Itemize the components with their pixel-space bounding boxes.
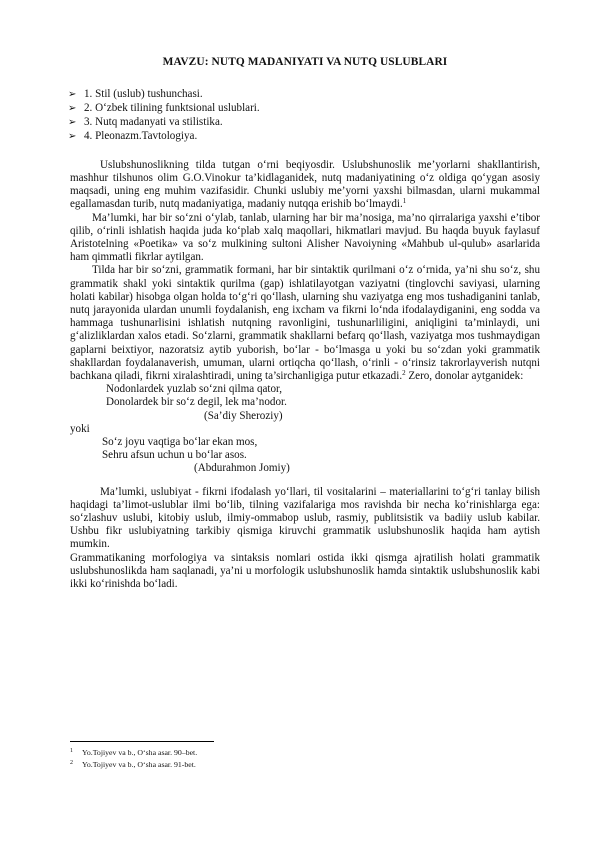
paragraph-text: Zero, donolar aytganidek:: [405, 370, 524, 383]
footnote-ref[interactable]: 1: [402, 197, 407, 206]
topic-item: [68, 116, 540, 130]
footnote-ref[interactable]: 2: [402, 369, 406, 378]
spacer: [70, 476, 540, 486]
arrow-bullet-icon: ➢: [68, 89, 77, 101]
document-body: [70, 56, 540, 591]
paragraph: Ma’lumki, uslubiyat - fikrni ifodalash yo‘llari, til vositalarini – materiallarini to‘g‘ri tanlay bilish haqidagi ta’limot-uslublar ilmi bo‘lib, tilning vazifalariga mos ravishda bir necha ko‘rinishlarga ega: so‘zlashuv uslubi, kitobiy uslub, ilmiy-ommabop uslub, rasmiy, publitsistik va badiiy uslub kabilar. Ushbu fikr uslubiyatning tarkibiy qismiga kiruvchi grammatik uslubshunoslik haqida ham aytish mumkin.: [70, 485, 540, 551]
page-title: MAVZU: NUTQ MADANIYATI VA NUTQ USLUBLARI: [162, 56, 448, 68]
arrow-bullet-icon: ➢: [68, 103, 77, 115]
verse-author: (Abdurahmon Jomiy): [194, 462, 290, 475]
arrow-bullet-icon: ➢: [68, 130, 77, 142]
topic-text: 2. O‘zbek tilining funktsional uslublari.: [84, 102, 260, 115]
verse-line: Nodonlardek yuzlab so‘zni qilma qator,: [106, 383, 283, 396]
verse-quote: [70, 436, 540, 476]
topic-list: [68, 88, 540, 144]
footnote-text: Yo.Tojiyev va b., O‘sha asar. 90–bet.: [82, 748, 198, 757]
footnote: [70, 747, 540, 759]
verse-author: (Sa’diy Sheroziy): [204, 409, 283, 422]
topic-item: [68, 130, 540, 144]
arrow-bullet-icon: ➢: [68, 116, 77, 128]
topic-text: 3. Nutq madanyati va stilistika.: [84, 115, 223, 128]
verse-line: Sehru afsun uchun u bo‘lar asos.: [102, 449, 247, 462]
paragraph: Ma’lumki, har bir so‘zni o‘ylab, tanlab, ularning har bir ma’nosiga, ma’no qirralariga yaxshi e’tibor qilib, o‘rinli ishlatish haqida juda ko‘plab xalq maqollari, hikmatlari mavjud. Bu haqda buyuk faylasuf Aristotelning «Poetika» va so‘z mulkining sultoni Alisher Navoiyning «Mahbub ul-qulub» asarlarida ham qimmatli fikrlar aytilgan.: [70, 211, 540, 264]
footnote-number: 1: [70, 748, 73, 754]
topic-item: [68, 102, 540, 116]
topic-item: [68, 88, 540, 102]
footnote-number: 2: [70, 760, 73, 766]
footnote-divider: [70, 741, 214, 742]
footnote: [70, 759, 540, 771]
paragraph-text: Uslubshunoslikning tilda tutgan o‘rni beqiyosdir. Uslubshunoslik me’yorlarni shakllantirish, mashhur tilshunos olim G.O.Vinokur ta’kidlaganidek, nutq madaniyatining o‘z oldiga qo‘ygan asosiy maqsadi, uning eng muhim vazifasidir. Chunki uslubiy me’yorni yaxshi bilmasdan, ularni mukammal egallamasdan turib, nutq madaniyatiga, madaniy nutqqa erishib bo‘lmaydi.: [70, 158, 540, 211]
connector-text: yoki: [70, 422, 90, 435]
topic-text: 4. Pleonazm.Tavtologiya.: [84, 129, 198, 142]
paragraph-text: Tilda har bir so‘zni, grammatik formani, har bir sintaktik qurilmani o‘z o‘rnida, ya’ni shu so‘z, shu grammatik shakl yoki sintaktik qurilma (gap) ishlatilayotgan vaziyatni (tinglovchi saviyasi, ularning holati kabilar) hisobga olgan holda to‘g‘ri qo‘llash, ularning shu vaziyatga eng mos tushadiganini tanlab, nutq jarayonida ulardan unumli foydalanish, eng ixcham va fikrni lo‘nda ifodalaydiganini, eng sodda va hammaga tushunarlisini ishlatish nutqning ravonligini, tushunarliligini, aniqligini ta’minlaydi, uni g‘alizliklardan xalos etadi. So‘zlarni, grammatik shakllarni befarq qo‘llash, vaziyatga mos tushmaydigan gaplarni beixtiyor, nazoratsiz aytib yuborish, bo‘lar - bo‘lmasga u yoki bu so‘zdan yoki grammatik shakllardan foydalanaverish, umuman, ularni ortiqcha qo‘llash, o‘rinli - o‘rinsiz takrorlayverish nutqni bachkana qiladi, fikrni xiralashtiradi, uning ta’sirchanligiga putur etkazadi.: [70, 264, 540, 383]
paragraph: [70, 264, 540, 383]
footnotes: [70, 747, 540, 771]
footnote-text: Yo.Tojiyev va b., O‘sha asar. 91-bet.: [82, 760, 196, 769]
verse-line: Donolardek bir so‘z degil, lek ma’nodor.: [106, 396, 287, 409]
verse-line: So‘z joyu vaqtiga bo‘lar ekan mos,: [102, 436, 258, 449]
paragraph: Grammatikaning morfologiya va sintaksis nomlari ostida ikki qismga ajratilish holati grammatik uslubshunoslikda ham saqlanadi, ya’ni u morfologik uslubshunoslik hamda sintaktik uslubshunoslik kabi ikki ko‘rinishda bo‘ladi.: [70, 551, 540, 591]
verse-quote: [70, 383, 540, 423]
topic-text: 1. Stil (uslub) tushunchasi.: [84, 88, 203, 101]
paragraph: [70, 159, 540, 212]
